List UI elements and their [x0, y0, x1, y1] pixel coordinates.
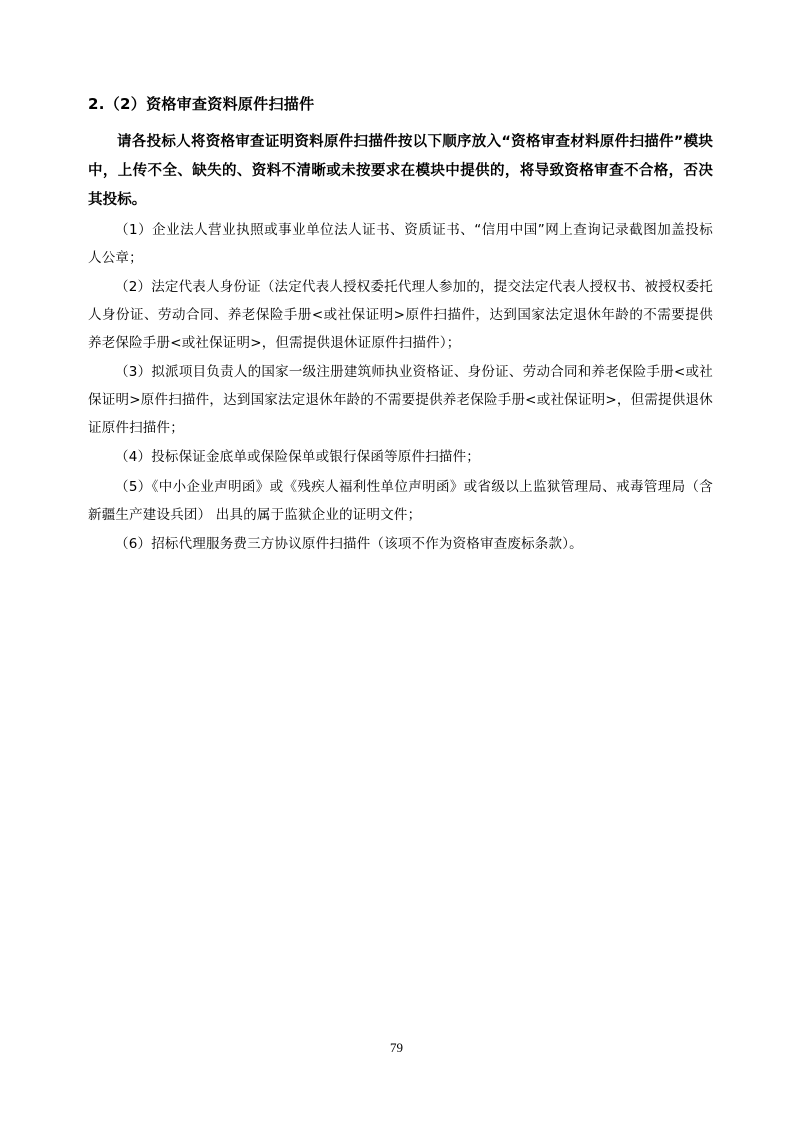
list-item-5: （5）《中小企业声明函》或《残疾人福利性单位声明函》或省级以上监狱管理局、戒毒管理局（含新疆生产建设兵团） 出具的属于监狱企业的证明文件；: [88, 479, 713, 523]
list-item-2: （2）法定代表人身份证（法定代表人授权委托代理人参加的，提交法定代表人授权书、被授权委托人身份证、劳动合同、养老保险手册<或社保证明>原件扫描件，达到国家法定退休年龄的不需要提供养老保险手册<或社保证明>，但需提供退休证原件扫描件）；: [88, 279, 713, 351]
page-number: 79: [390, 1040, 403, 1055]
list-item-4: （4）投标保证金底单或保险保单或银行保函等原件扫描件；: [115, 449, 480, 466]
list-item-3: （3）拟派项目负责人的国家一级注册建筑师执业资格证、身份证、劳动合同和养老保险手册<或社保证明>原件扫描件，达到国家法定退休年龄的不需要提供养老保险手册<或社保证明>，但需提供退休证原件扫描件；: [88, 364, 713, 436]
list-item-1: （1）企业法人营业执照或事业单位法人证书、资质证书、“信用中国”网上查询记录截图加盖投标人公章；: [88, 222, 713, 266]
document-content: [88, 92, 713, 561]
list-item-6: （6）招标代理服务费三方协议原件扫描件（该项不作为资格审查废标条款）。: [115, 536, 583, 553]
lead-paragraph: 请各投标人将资格审查证明资料原件扫描件按以下顺序放入“资格审查材料原件扫描件”模块中，上传不全、缺失的、资料不清晰或未按要求在模块中提供的，将导致资格审查不合格，否决其投标。: [88, 134, 713, 208]
section-heading: 2.（2）资格审查资料原件扫描件: [88, 95, 315, 113]
